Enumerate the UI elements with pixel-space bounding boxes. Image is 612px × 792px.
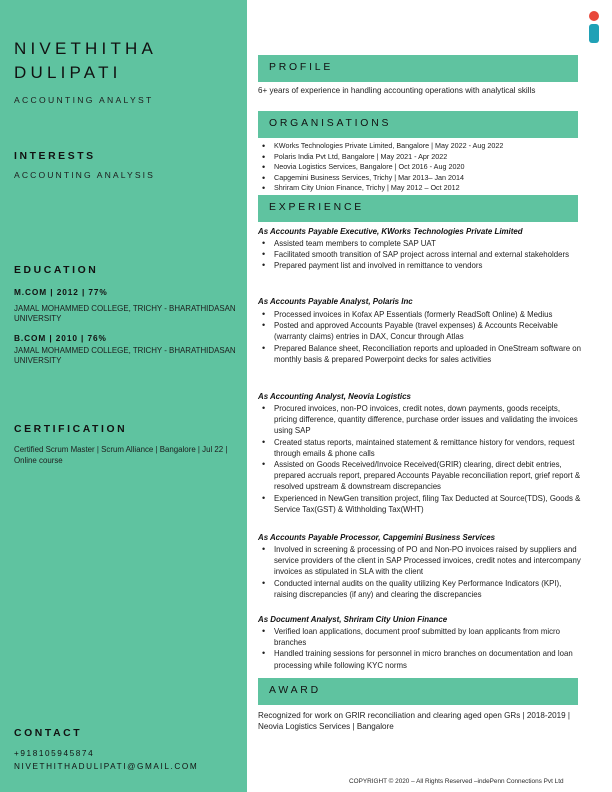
list-item: • Neovia Logistics Services, Bangalore | Oct 2016 - Aug 2020 [258, 162, 583, 173]
job-title-1: As Accounts Payable Executive, KWorks Technologies Private Limited [258, 227, 523, 236]
footer-copyright: COPYRIGHT © 2020 – All Rights Reserved –indePenn Connections Pvt Ltd [349, 778, 564, 785]
contact-heading: CONTACT [14, 728, 83, 739]
list-item: • Posted and approved Accounts Payable (travel expenses) & Accounts Receivable (warranty claims) entries in DAX, Concur through Atlas [258, 320, 583, 342]
contact-phone[interactable]: +918105945874 [14, 749, 95, 758]
list-item: • Verified loan applications, document proof submitted by loan applicants from micro branches [258, 626, 583, 648]
job-5-bullets [258, 626, 583, 671]
award-heading: AWARD [269, 685, 321, 696]
organisations-band [258, 111, 578, 138]
profile-heading: PROFILE [269, 62, 334, 73]
logo-i-icon [584, 10, 604, 44]
education-institution-2: JAMAL MOHAMMED COLLEGE, TRICHY - BHARATHIDASAN UNIVERSITY [14, 346, 236, 365]
list-item: • Shriram City Union Finance, Trichy | May 2012 – Oct 2012 [258, 183, 583, 194]
experience-band [258, 195, 578, 222]
list-item: • Assisted team members to complete SAP UAT [258, 238, 583, 249]
certification-text: Certified Scrum Master | Scrum Alliance | Bangalore | Jul 22 | Online course [14, 445, 228, 465]
job-2-bullets [258, 309, 583, 365]
experience-heading: EXPERIENCE [269, 202, 364, 213]
interests-value: ACCOUNTING ANALYSIS [14, 170, 155, 180]
organisations-list [258, 141, 583, 194]
list-item: • Processed invoices in Kofax AP Essentials (formerly ReadSoft Online) & Medius [258, 309, 583, 320]
education-heading: EDUCATION [14, 265, 99, 276]
list-item: • Created status reports, maintained statement & remittance history for vendors, request through emails & phone calls [258, 437, 583, 459]
list-item: • Procured invoices, non-PO invoices, credit notes, down payments, goods receipts, pricing difference, quantity difference, purchase order issues and validating the invoices using SAP [258, 403, 583, 437]
list-item: • KWorks Technologies Private Limited, Bangalore | May 2022 - Aug 2022 [258, 141, 583, 152]
list-item: • Capgemini Business Services, Trichy | Mar 2013– Jan 2014 [258, 173, 583, 184]
job-title-4: As Accounts Payable Processor, Capgemini Business Services [258, 533, 495, 542]
list-item: • Prepared payment list and involved in remittance to vendors [258, 260, 583, 271]
organisations-heading: ORGANISATIONS [269, 118, 392, 129]
list-item: • Assisted on Goods Received/Invoice Received(GRIR) clearing, direct debit entries, prepared accruals report, prepared Accounts Payable reconciliation report, grief report & resolved upstream & downstream discrepancies [258, 459, 583, 493]
job-title-2: As Accounts Payable Analyst, Polaris Inc [258, 297, 413, 306]
profile-text: 6+ years of experience in handling accounting operations with analytical skills [258, 86, 536, 95]
education-degree-2: B.COM | 2010 | 76% [14, 333, 107, 343]
award-band [258, 678, 578, 705]
job-title-3: As Accounting Analyst, Neovia Logistics [258, 392, 411, 401]
list-item: • Prepared Balance sheet, Reconciliation reports and uploaded in OneStream software on monthly basis & prepared Powerpoint decks for sales activities [258, 343, 583, 365]
contact-email[interactable]: NIVETHITHADULIPATI@GMAIL.COM [14, 762, 199, 771]
job-title-5: As Document Analyst, Shriram City Union Finance [258, 615, 448, 624]
education-degree-1: M.COM | 2012 | 77% [14, 287, 108, 297]
job-4-bullets [258, 544, 583, 600]
candidate-last-name: DULIPATI [14, 63, 122, 82]
interests-heading: INTERESTS [14, 151, 96, 162]
list-item: • Handled training sessions for personnel in micro branches on documentation and loan processing while following KYC norms [258, 648, 583, 670]
list-item: • Polaris India Pvt Ltd, Bangalore | May 2021 - Apr 2022 [258, 152, 583, 163]
profile-band [258, 55, 578, 82]
list-item: • Involved in screening & processing of PO and Non-PO invoices raised by suppliers and service providers of the client in SAP Processed invoices, credit notes and intercompany invoices as stipulated in SLA with the client [258, 544, 583, 578]
list-item: • Facilitated smooth transition of SAP project across internal and external stakeholders [258, 249, 583, 260]
certification-heading: CERTIFICATION [14, 424, 128, 435]
candidate-first-name: NIVETHITHA [14, 39, 158, 58]
sidebar [0, 0, 247, 792]
job-title: ACCOUNTING ANALYST [14, 95, 154, 105]
job-3-bullets [258, 403, 583, 515]
list-item: • Conducted internal audits on the quality utilizing Key Performance Indicators (KPI), raising discrepancies (if any) and clearing the discrepancies [258, 578, 583, 600]
education-institution-1: JAMAL MOHAMMED COLLEGE, TRICHY - BHARATHIDASAN UNIVERSITY [14, 304, 236, 323]
list-item: • Experienced in NewGen transition project, filing Tax Deducted at Source(TDS), Goods & Service Tax(GST) & Withholding Tax(WHT) [258, 493, 583, 515]
brand-logo [584, 10, 604, 44]
job-1-bullets [258, 238, 583, 272]
award-text: Recognized for work on GRIR reconciliation and clearing aged open GRs | 2018-2019 | Neovia Logistics Services | Bangalore [258, 711, 570, 731]
